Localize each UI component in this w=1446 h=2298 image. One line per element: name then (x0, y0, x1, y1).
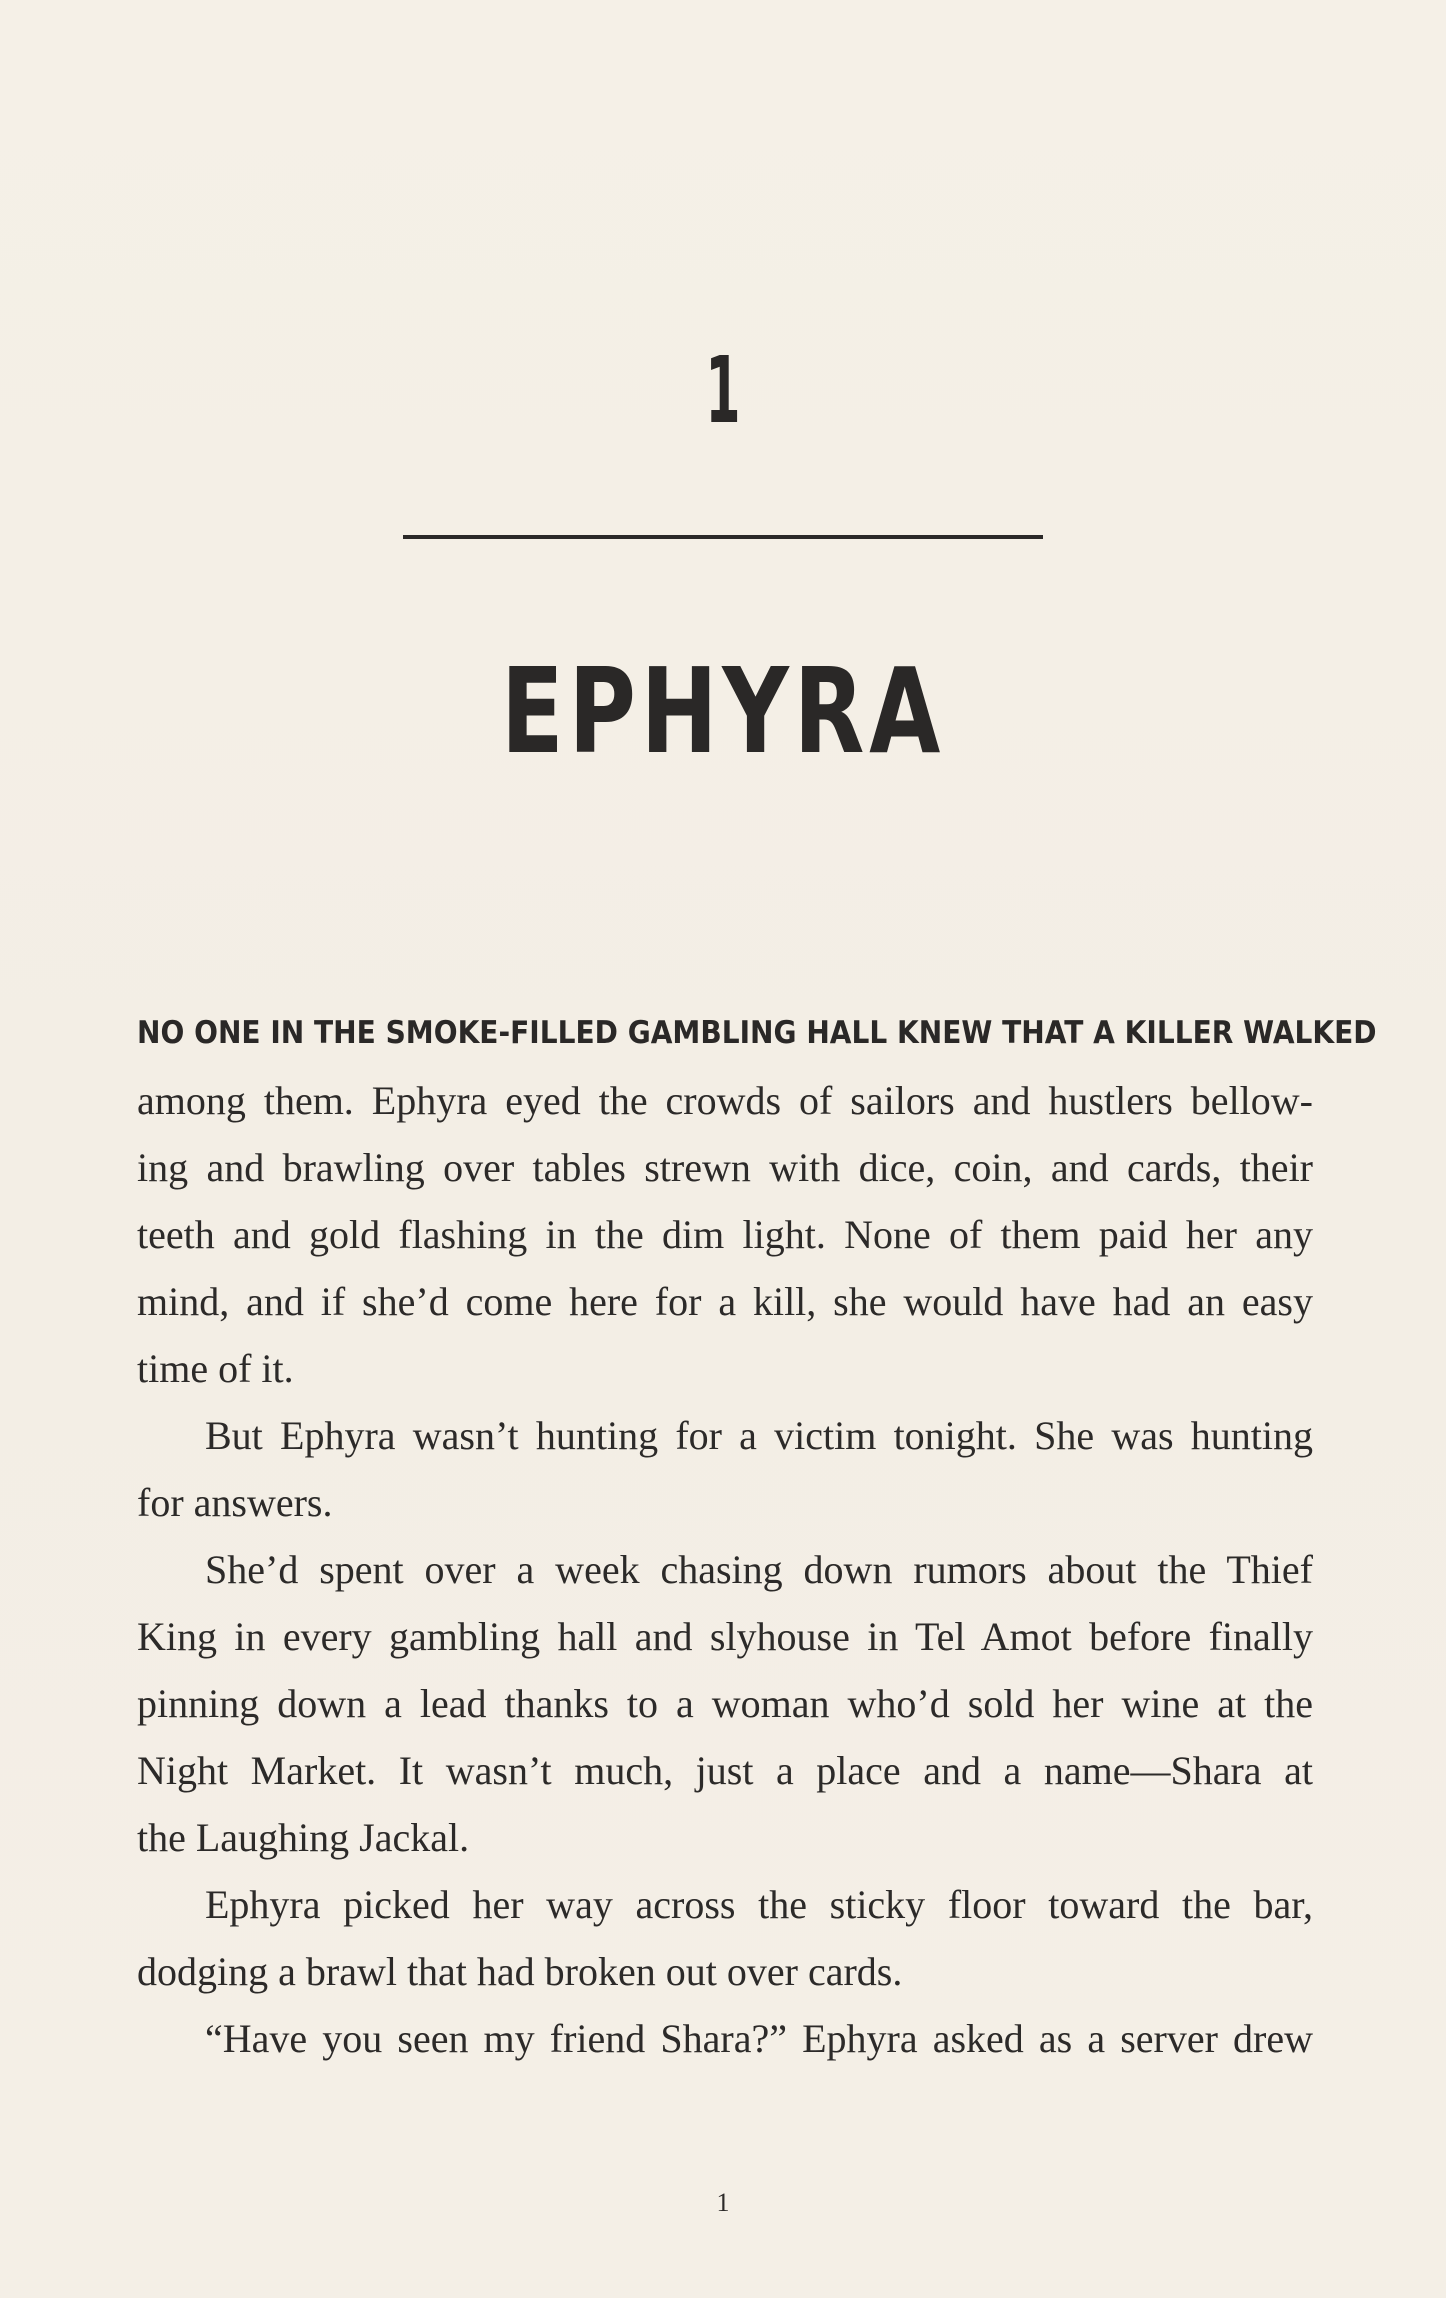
body-line: She’d spent over a week chasing down rumors about the Thief (205, 1547, 1313, 1592)
body-line: for answers. (137, 1480, 333, 1525)
body-line: teeth and gold flashing in the dim light. None of them paid her any (137, 1212, 1313, 1257)
chapter-number: 1 (705, 337, 741, 444)
body-line: among them. Ephyra eyed the crowds of sailors and hustlers bellow- (137, 1078, 1313, 1123)
body-line: time of it. (137, 1346, 294, 1391)
body-line: the Laughing Jackal. (137, 1815, 470, 1860)
body-line: Ephyra picked her way across the sticky floor toward the bar, (205, 1882, 1313, 1927)
body-line: “Have you seen my friend Shara?” Ephyra asked as a server drew (205, 2016, 1313, 2061)
body-line: Night Market. It wasn’t much, just a place and a name—Shara at (137, 1748, 1313, 1793)
body-line: dodging a brawl that had broken out over cards. (137, 1949, 903, 1994)
body-line: King in every gambling hall and slyhouse in Tel Amot before finally (137, 1614, 1313, 1659)
chapter-body-text (137, 1000, 1377, 2072)
chapter-title: EPHYRA (500, 642, 946, 780)
body-line: ing and brawling over tables strewn with dice, coin, and cards, their (137, 1145, 1313, 1190)
page-number: 1 (716, 2188, 730, 2217)
body-line: But Ephyra wasn’t hunting for a victim tonight. She was hunting (205, 1413, 1313, 1458)
opening-lead-in-line: NO ONE IN THE SMOKE-FILLED GAMBLING HALL KNEW THAT A KILLER WALKED (137, 1015, 1377, 1051)
body-line: pinning down a lead thanks to a woman who’d sold her wine at the (137, 1681, 1313, 1726)
body-line: mind, and if she’d come here for a kill, she would have had an easy (137, 1279, 1313, 1324)
chapter-divider-rule (403, 535, 1043, 539)
